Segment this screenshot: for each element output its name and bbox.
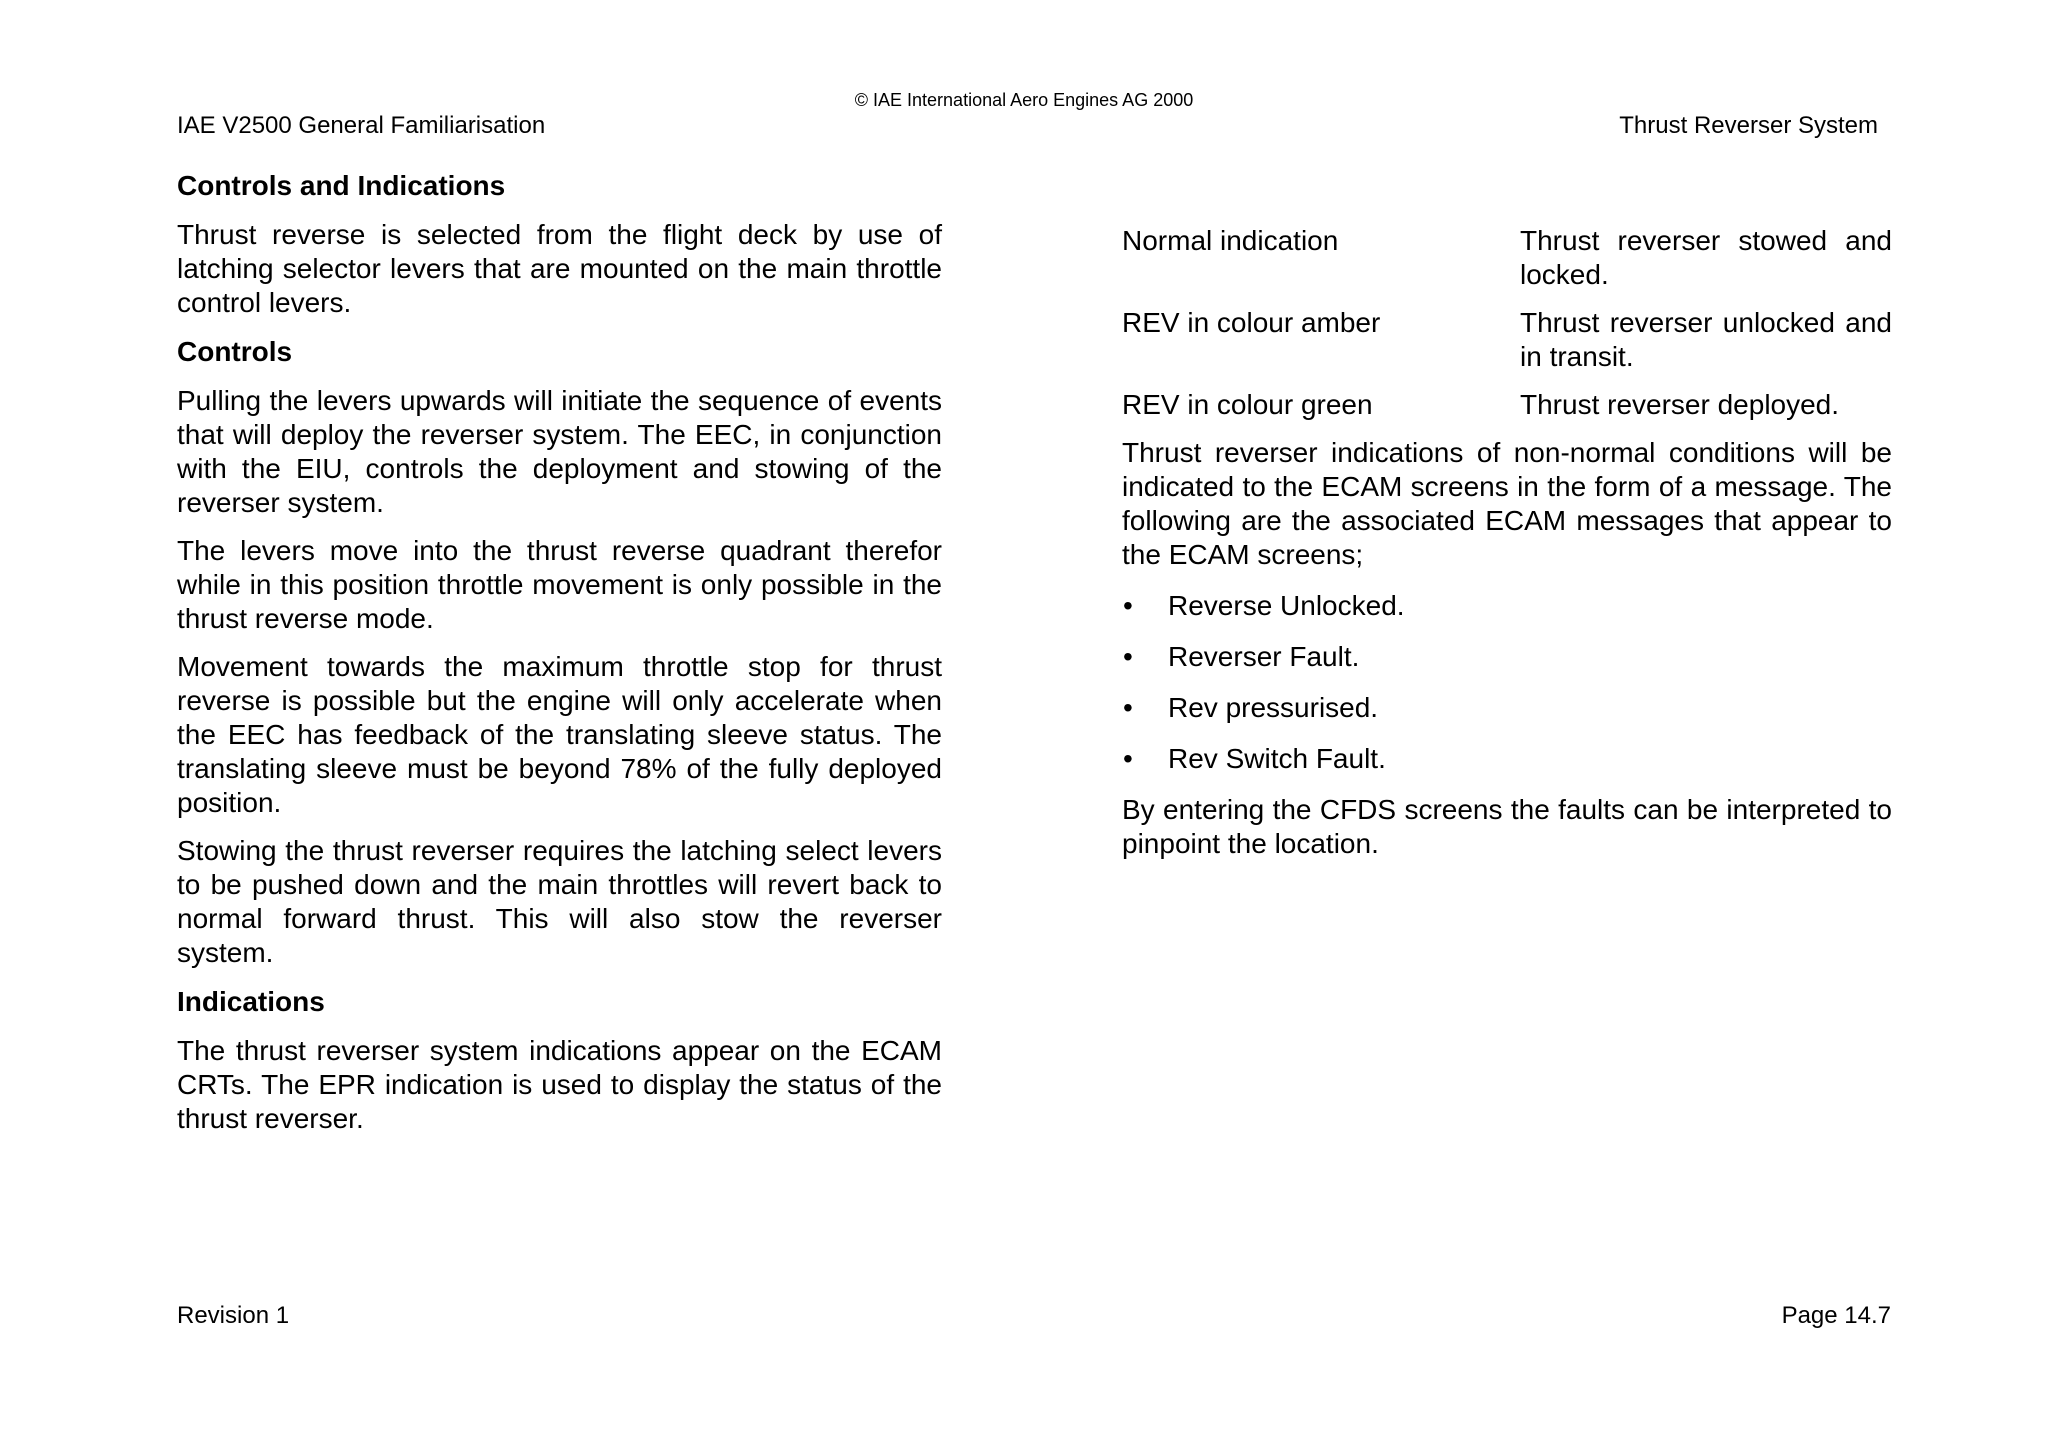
indication-row: [1122, 306, 1892, 374]
intro-paragraph: Thrust reverse is selected from the flight deck by use of latching selector levers that are mounted on the main throttle control levers.: [177, 219, 942, 318]
ecam-message: Rev pressurised.: [1168, 692, 1379, 723]
bullet-icon: •: [1123, 641, 1133, 672]
controls-paragraph-4: Stowing the thrust reverser requires the latching select levers to be pushed down and the main throttles will revert back to normal forward thrust. This will also stow the reverser system.: [177, 835, 942, 968]
controls-paragraph-2: The levers move into the thrust reverse quadrant therefor while in this position throttle movement is only possible in the thrust reverse mode.: [177, 535, 942, 634]
ecam-message-list: [1122, 589, 1892, 776]
controls-paragraph-1: Pulling the levers upwards will initiate the sequence of events that will deploy the reverser system. The EEC, in conjunction with the EIU, controls the deployment and stowing of the reverser system.: [177, 385, 942, 518]
indication-row: [1122, 388, 1892, 422]
list-item: [1122, 640, 1892, 674]
indication-description: Thrust reverser stowed and locked.: [1520, 225, 1892, 290]
bullet-icon: •: [1123, 590, 1133, 621]
heading-indications: Indications: [177, 986, 325, 1017]
list-item: [1122, 691, 1892, 725]
bullet-icon: •: [1123, 743, 1133, 774]
copyright-notice: © IAE International Aero Engines AG 2000: [854, 90, 1194, 110]
indication-row: [1122, 224, 1892, 292]
ecam-message: Reverse Unlocked.: [1168, 590, 1405, 621]
controls-paragraph-3: Movement towards the maximum throttle stop for thrust reverse is possible but the engine will only accelerate when the EEC has feedback of the translating sleeve status. The translating sleeve must be beyond 78% of the fully deployed position.: [177, 651, 942, 818]
right-column: [1122, 224, 1892, 875]
heading-controls: Controls: [177, 336, 293, 367]
indication-term: REV in colour green: [1122, 389, 1373, 420]
ecam-message: Rev Switch Fault.: [1168, 743, 1386, 774]
non-normal-paragraph: Thrust reverser indications of non-normal conditions will be indicated to the ECAM screens in the form of a message. The following are the associated ECAM messages that appear to the ECAM screens;: [1122, 437, 1892, 570]
list-item: [1122, 589, 1892, 623]
footer-page-number: Page 14.7: [1781, 1302, 1891, 1329]
indication-term: Normal indication: [1122, 225, 1339, 256]
ecam-message: Reverser Fault.: [1168, 641, 1360, 672]
footer-revision: Revision 1: [177, 1302, 290, 1329]
heading-controls-and-indications: Controls and Indications: [177, 170, 506, 201]
indications-paragraph: The thrust reverser system indications appear on the ECAM CRTs. The EPR indication is used to display the status of the thrust reverser.: [177, 1035, 942, 1134]
list-item: [1122, 742, 1892, 776]
bullet-icon: •: [1123, 692, 1133, 723]
indication-description: Thrust reverser deployed.: [1520, 389, 1840, 420]
header-document-title: IAE V2500 General Familiarisation: [177, 112, 546, 139]
indication-term: REV in colour amber: [1122, 307, 1381, 338]
cfds-paragraph: By entering the CFDS screens the faults can be interpreted to pinpoint the location.: [1122, 794, 1892, 859]
left-column: [177, 168, 942, 1150]
header-section-title: Thrust Reverser System: [1619, 112, 1878, 139]
indication-description: Thrust reverser unlocked and in transit.: [1520, 307, 1892, 372]
